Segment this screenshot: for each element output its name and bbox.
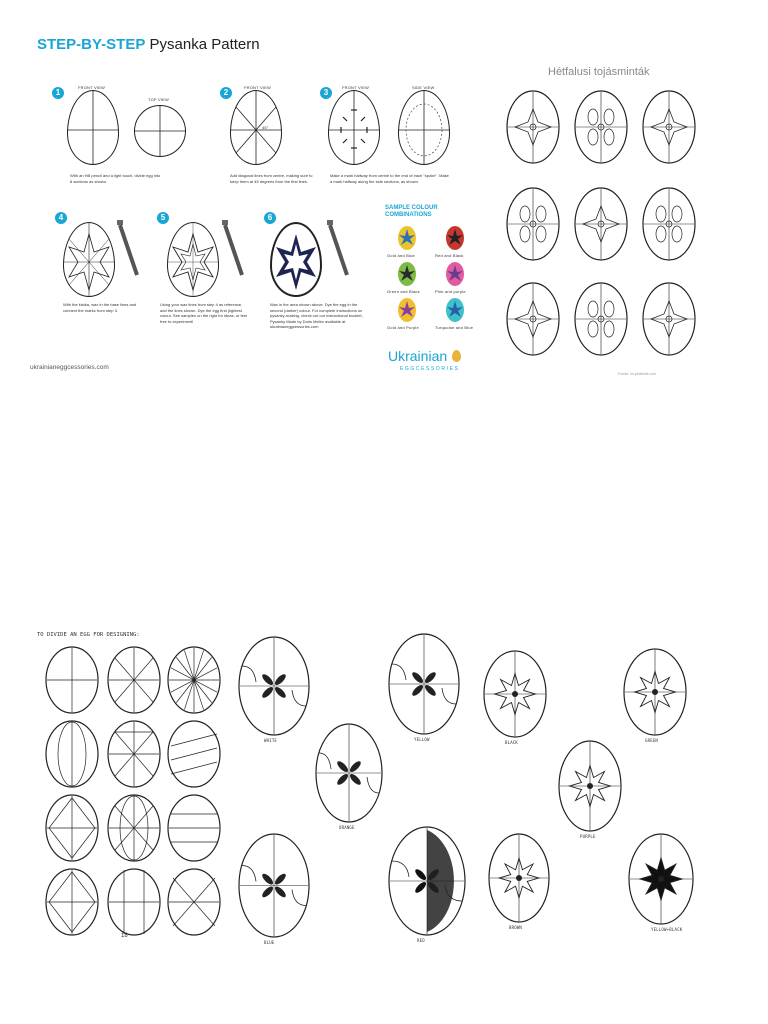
brand-sub: EGGCESSORIES: [400, 366, 460, 372]
sample-label-4: Pink and purple: [435, 289, 466, 294]
divide-egg-panel: [37, 628, 227, 950]
sample-colours-heading: SAMPLE COLOUR COMBINATIONS: [385, 205, 438, 218]
divide-egg-6: [167, 720, 221, 788]
sample-egg-5: [397, 297, 417, 323]
divide-egg-header: TO DIVIDE AN EGG FOR DESIGNING:: [37, 632, 140, 638]
step-1-front-lines: [67, 90, 119, 165]
step-3-front-lines: [328, 90, 380, 165]
pattern-title: [37, 36, 260, 53]
sample-colour-grid: [385, 225, 480, 335]
sample-label-3: Green and Black: [387, 289, 420, 294]
step-5-star-lines: [167, 222, 219, 297]
divide-egg-8: [107, 794, 161, 862]
step-6-number: 6: [264, 212, 276, 224]
hetfalusi-egg-5: [574, 187, 628, 261]
hetfalusi-egg-grid: [498, 82, 703, 382]
step-3-front-view-label: FRONT VIEW: [342, 85, 370, 90]
stage-egg-5: [315, 723, 383, 823]
stage-egg-label-2: YELLOW: [414, 737, 430, 742]
divide-egg-1: [45, 646, 99, 714]
step-6-dark-star: [270, 222, 322, 297]
stage-egg-label-9: BROWN: [509, 925, 523, 930]
divide-egg-grid: [37, 642, 227, 932]
title-rest: Pysanka Pattern: [149, 36, 260, 53]
step-1-top-lines: [134, 105, 186, 157]
hetfalusi-egg-3: [642, 90, 696, 164]
color-stage-panel: [233, 628, 743, 950]
step-4-caption: With the kistka, wax in the base lines and connect the marks from step 3.: [63, 302, 137, 313]
stage-egg-1: [238, 636, 310, 736]
divide-egg-4: [45, 720, 99, 788]
divide-egg-12: [167, 868, 221, 936]
stage-egg-10: [628, 833, 694, 925]
divide-egg-3: [167, 646, 221, 714]
hetfalusi-footer: Forrás: hu.pinterest.com: [618, 372, 656, 376]
step-2-front-lines: [230, 90, 282, 165]
step-1-top-view-label: TOP VIEW: [148, 97, 170, 102]
divide-egg-11: [107, 868, 161, 936]
stage-egg-label-7: BLUE: [264, 940, 275, 945]
divide-egg-10: [45, 868, 99, 936]
stage-egg-8: [388, 826, 466, 936]
hetfalusi-egg-7: [506, 282, 560, 356]
step-2-front-view-label: FRONT VIEW: [244, 85, 272, 90]
sample-egg-1: [397, 225, 417, 251]
website-url: ukrainianeggcessories.com: [30, 364, 109, 371]
sample-egg-2: [445, 225, 465, 251]
color-stage-eggs: [233, 628, 743, 950]
stage-egg-2: [388, 633, 460, 735]
hetfalusi-egg-1: [506, 90, 560, 164]
stage-egg-9: [488, 833, 550, 923]
step-3-side-lines: [398, 90, 450, 165]
divide-egg-2: [107, 646, 161, 714]
sample-label-1: Gold and Blue: [387, 253, 415, 258]
stage-egg-label-4: GREEN: [645, 738, 659, 743]
stage-egg-label-3: BLACK: [505, 740, 519, 745]
sample-egg-6: [445, 297, 465, 323]
title-accent: STEP-BY-STEP: [37, 36, 146, 53]
step-1-number: 1: [52, 87, 64, 99]
page-number: 18: [121, 933, 128, 939]
step-2-caption: Add diagonal lines from centre, making sure to keep them at 45 degrees from the first lines.: [230, 173, 313, 184]
divide-egg-9: [167, 794, 221, 862]
kistka-tool-icon-2: [220, 220, 248, 280]
stage-egg-7: [238, 833, 310, 938]
sample-label-2: Red and Black: [435, 253, 464, 258]
step-3-side-view-label: SIDE VIEW: [412, 85, 435, 90]
step-5-caption: Using your wax lines from step 4 as reference, add the lines shown. Dye the egg first (lightest colour. See samples on the right for ideas, or feel free to experiment!: [160, 302, 247, 324]
step-4-star-lines: [63, 222, 115, 297]
stage-egg-label-6: PURPLE: [580, 834, 596, 839]
step-3-number: 3: [320, 87, 332, 99]
brand-logo: [388, 348, 461, 366]
sample-egg-4: [445, 261, 465, 287]
kistka-tool-icon-3: [325, 220, 353, 280]
hetfalusi-egg-6: [642, 187, 696, 261]
hetfalusi-egg-8: [574, 282, 628, 356]
step-4-number: 4: [55, 212, 67, 224]
divide-egg-7: [45, 794, 99, 862]
brand-name: Ukrainian: [388, 348, 448, 364]
hetfalusi-egg-9: [642, 282, 696, 356]
stage-egg-label-8: RED: [417, 938, 425, 943]
divide-egg-5: [107, 720, 161, 788]
hetfalusi-egg-2: [574, 90, 628, 164]
step-2-number: 2: [220, 87, 232, 99]
hetfalusi-title: Hétfalusi tojásminták: [548, 66, 650, 78]
step-1-caption: With an HB pencil and a light touch, divide egg into 8 sections as shown.: [70, 173, 161, 184]
sample-label-6: Turquoise and Blue: [435, 325, 474, 330]
step-3-caption: Make a mark halfway from centre to the end of each "spoke". Make a mark halfway along the side sections, as shown.: [330, 173, 449, 184]
sample-egg-3: [397, 261, 417, 287]
stage-egg-3: [483, 650, 547, 738]
hetfalusi-panel: [498, 60, 703, 385]
brand-egg-icon: [452, 350, 461, 362]
stage-egg-4: [623, 648, 687, 736]
step-2-angle-label: 45°: [262, 125, 269, 130]
hetfalusi-egg-4: [506, 187, 560, 261]
sample-label-5: Gold and Purple: [387, 325, 419, 330]
kistka-tool-icon: [115, 220, 143, 280]
stage-egg-label-10: YELLOW+BLACK: [651, 927, 683, 932]
stage-egg-label-1: WHITE: [264, 738, 278, 743]
step-1-front-view-label: FRONT VIEW: [78, 85, 106, 90]
stage-egg-6: [558, 740, 622, 832]
step-6-caption: Wax in the area shown above. Dye the egg in the second (darker) colour. For complete instructions on pysanky-making, check out our instructional booklet, Pysanky Made by Doris Mellor available at ukrainianeggcessories.com: [270, 302, 363, 329]
stage-egg-label-5: ORANGE: [339, 825, 355, 830]
step-by-step-panel: [30, 30, 485, 385]
step-5-number: 5: [157, 212, 169, 224]
